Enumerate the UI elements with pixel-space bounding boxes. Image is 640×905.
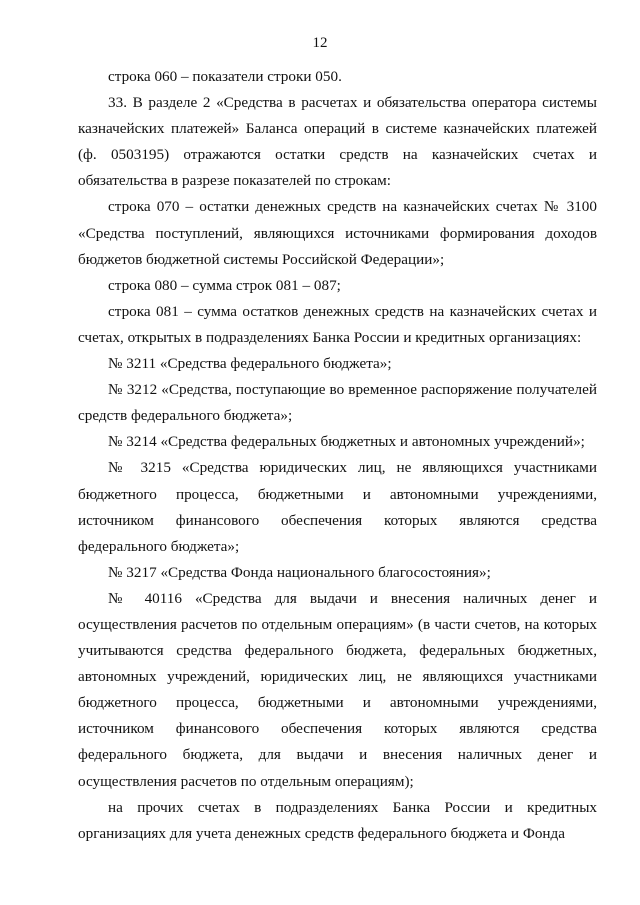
paragraph-account-3217: № 3217 «Средства Фонда национального благосостояния»; xyxy=(108,563,491,581)
paragraph-other-accounts: на прочих счетах в подразделениях Банка России и кредитных организациях для учета денежных средств федерального бюджета и Фонда xyxy=(78,798,597,842)
paragraph-line-070: строка 070 – остатки денежных средств на казначейских счетах № 3100 «Средства поступлений, являющихся источниками формирования доходов бюджетов бюджетной системы Российской Федерации»; xyxy=(78,198,597,268)
paragraph-account-3214: № 3214 «Средства федеральных бюджетных и автономных учреждений»; xyxy=(108,433,585,451)
paragraph-line-081: строка 081 – сумма остатков денежных средств на казначейских счетах и счетах, открытых в подразделениях Банка России и кредитных организациях: xyxy=(78,302,597,346)
paragraph-account-3212: № 3212 «Средства, поступающие во временное распоряжение получателей средств федерального бюджета»; xyxy=(78,381,597,425)
paragraph-account-3211: № 3211 «Средства федерального бюджета»; xyxy=(108,355,392,373)
page-number: 12 xyxy=(312,35,328,51)
paragraph-line-080: строка 080 – сумма строк 081 – 087; xyxy=(108,276,341,294)
document-body xyxy=(78,64,597,847)
paragraph-section-33: 33. В разделе 2 «Средства в расчетах и обязательства оператора системы казначейских платежей» Баланса операций в системе казначейских платежей (ф. 0503195) отражаются остатки средств на казначейских счетах и обязательства в разрезе показателей по строкам: xyxy=(78,94,597,190)
paragraph-account-3215: № 3215 «Средства юридических лиц, не являющихся участниками бюджетного процесса, бюджетными и автономными учреждениями, источником финансового обеспечения которых являются средства федерального бюджета»; xyxy=(78,459,597,555)
paragraph-account-40116: № 40116 «Средства для выдачи и внесения наличных денег и осуществления расчетов по отдельным операциям» (в части счетов, на которых учитываются средства федерального бюджета, федеральных бюджетных, автономных учреждений, юридических лиц, не являющихся участниками бюджетного процесса, бюджетными и автономными учреждениями, источником финансового обеспечения которых являются средства федерального бюджета, для выдачи и внесения наличных денег и осуществления расчетов по отдельным операциям); xyxy=(78,589,597,790)
paragraph-line-060: строка 060 – показатели строки 050. xyxy=(108,68,342,85)
